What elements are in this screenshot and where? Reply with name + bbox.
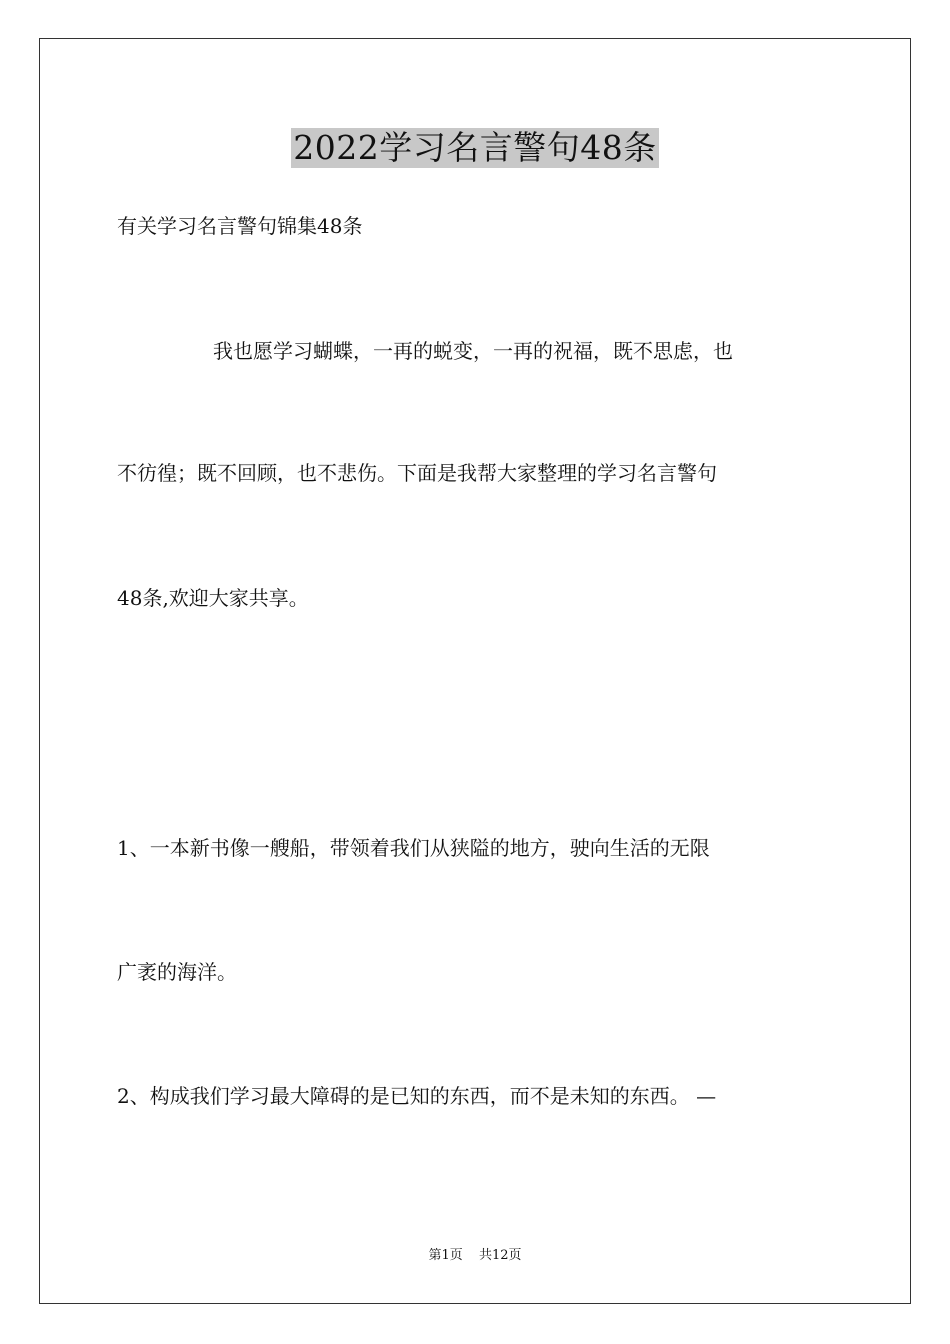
total-pages: 共12页 xyxy=(478,1248,522,1263)
quote-2-line-1: 2、构成我们学习最大障碍的是已知的东西，而不是未知的东西。 — xyxy=(117,1084,717,1108)
page-footer xyxy=(0,1247,950,1265)
intro-line-3: 48条,欢迎大家共享。 xyxy=(117,586,309,610)
intro-line-1: 我也愿学习蝴蝶，一再的蜕变，一再的祝福，既不思虑，也 xyxy=(213,339,733,363)
document-subtitle: 有关学习名言警句锦集48条 xyxy=(117,214,363,238)
title-container xyxy=(0,128,950,168)
quote-1-line-1: 1、一本新书像一艘船，带领着我们从狭隘的地方，驶向生活的无限 xyxy=(117,836,710,860)
page-number: 第1页 xyxy=(428,1248,463,1263)
quote-1-line-2: 广袤的海洋。 xyxy=(117,960,237,984)
intro-line-2: 不彷徨；既不回顾，也不悲伤。下面是我帮大家整理的学习名言警句 xyxy=(117,461,717,485)
document-title: 2022学习名言警句48条 xyxy=(293,128,657,167)
